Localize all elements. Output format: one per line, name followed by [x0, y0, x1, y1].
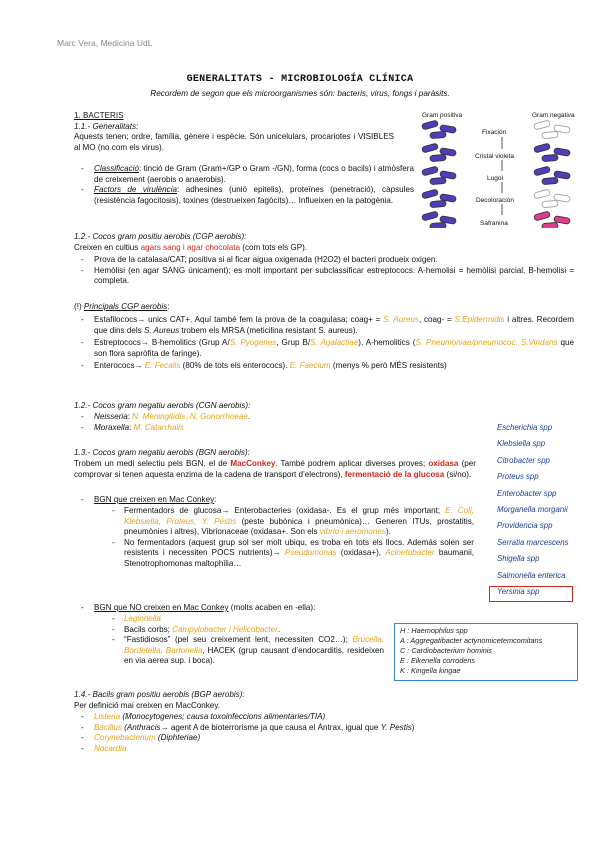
principal-cgp-list: [74, 315, 574, 372]
text-run: :: [129, 422, 134, 432]
list-item-text: : adhesines (unió epitelis), proteïnes (penetració), càpsules (resistència fagocitosis), toxines (destrueixen fagòcits)… Influeixen en la patogènia.: [94, 185, 414, 205]
text-run: Estreptococs→ B-hemolitics (Grup A/: [94, 338, 230, 348]
text-run: :: [127, 412, 133, 421]
gram-positive-label: Gram positiva: [422, 112, 463, 119]
text-run: ).: [385, 527, 391, 537]
gram-negative-bacterium: [533, 211, 550, 221]
term-label: Classificació: [94, 164, 139, 173]
text-run: (!): [74, 302, 84, 311]
list-item: [74, 744, 494, 755]
list-item: Shigella spp: [497, 554, 540, 564]
text-run: Bacillus: [94, 722, 122, 732]
gram-negative-label: Gram negativa: [532, 112, 575, 119]
text-run: baumanii, Stenotrophomonas maltophilia…: [124, 548, 474, 568]
subsection-heading: 1.2.- Cocos gram positiu aerobis (CGP aerobis):: [74, 232, 247, 241]
subsection-heading: 1.1.- Generalitats:: [74, 121, 139, 131]
list-item: K : Kingella kingae: [400, 666, 461, 675]
text-run: Pseudomonas: [284, 548, 337, 558]
list-item: [74, 164, 414, 185]
list-item: Salmonella enterica: [497, 570, 566, 580]
paragraph: [74, 459, 476, 480]
list-item: [74, 412, 474, 423]
term-label: Factors de virulència: [94, 185, 178, 195]
gram-negative-bacterium: [533, 189, 550, 199]
text-run: :: [167, 302, 170, 311]
list-item: [94, 538, 474, 570]
text-run: Neisseria: [94, 412, 128, 421]
gram-step-label: Cristal violeta: [475, 153, 515, 160]
gram-negative-bacterium: [542, 154, 558, 161]
list-item: A : Aggregatibacter actynomicetemcomitans: [400, 636, 543, 645]
text-run: (menys % però MÉS resistents): [330, 361, 447, 371]
list-item: Providencia spp: [497, 521, 553, 531]
list-item: [74, 603, 394, 614]
text-run: BGN que NO creixen en Mac Conkey: [94, 603, 229, 612]
paragraph: [74, 243, 574, 254]
gram-positive-bacterium: [430, 177, 446, 184]
text-run: oxidasa: [428, 459, 459, 468]
gram-negative-bacterium: [542, 177, 558, 184]
text-run: S. Aureus: [143, 325, 180, 335]
gram-negative-bacterium: [533, 166, 550, 176]
list-item-text: : tinció de Gram (Gram+/GP o Gram -/GN), forma (cocs o bacils) i atmòsfera de creixement (aerobis o anaerobis).: [94, 164, 414, 184]
gram-positive-bacterium: [421, 120, 438, 130]
text-run: BGN que creixen en Mac Conkey: [94, 495, 215, 504]
list-item: Yersinia spp: [497, 586, 540, 596]
text-run: (Anthracis: [121, 722, 161, 732]
list-item: C : Cardiobacterium hominis: [400, 646, 493, 655]
text-run: Nocardia: [94, 743, 127, 753]
list-item: - Hemòlisi (en agar SANG únicament); es molt important per subclassificar estreptococs. A-hemolisi = hemòlisi parcial, B-hemolisi = completa.: [74, 266, 574, 287]
list-item: [74, 338, 574, 359]
text-run: E. Faecium: [289, 361, 331, 371]
text-run: (molts acaben en -ella):: [228, 603, 316, 612]
text-run: (Diphteriae): [155, 733, 201, 743]
text-run: → agent A de bioterrorisme ja que causa el Àntrax, igual que: [160, 722, 381, 732]
text-run: Bacils corbs;: [124, 624, 173, 634]
list-item: [94, 625, 384, 636]
gram-positive-bacterium: [421, 166, 438, 176]
cgp-test-list: [74, 255, 574, 287]
cgn-list: [74, 412, 474, 433]
gram-stain-figure: [416, 108, 586, 228]
text-run: Acinetobacter: [385, 548, 435, 558]
list-item: [74, 361, 574, 372]
text-run: Campylobacter i Helicobacter: [172, 624, 278, 634]
text-run: .: [247, 412, 251, 421]
list-item: [74, 723, 494, 734]
gram-positive-bacterium: [421, 189, 438, 199]
highlight-box: [489, 586, 573, 602]
list-item: E : Eikenella corrodens: [400, 656, 476, 665]
text-run: vibrio i aeromones: [319, 527, 386, 537]
text-run: N. Meningitidis, N. Gonorrhoeae: [132, 412, 248, 421]
text-run: Listeria: [94, 712, 121, 721]
bgn-nogrow-list: [74, 603, 394, 614]
text-run: Trobem un medi selectiu pels BGN, el de: [74, 459, 231, 468]
list-item: Enterobacter spp: [497, 488, 557, 498]
text-run: E. Coli, Klebsiella, Proteus, Y. Pestis: [124, 506, 474, 526]
gram-stain-illustration: [416, 108, 586, 228]
text-run: (peste bubònica i pneumònica)… Generen ITUs, prostatitis, pneumònies i altres), Vibrionaceae (oxidasa+. Son els: [124, 516, 474, 537]
list-item: - Prova de la catalasa/CAT; positiva si al ficar aigua oxigenada (H2O2) el bacteri produeix oxigen.: [74, 255, 574, 266]
gram-positive-bacterium: [421, 143, 438, 153]
gram-positive-bacterium: [430, 222, 446, 228]
gram-negative-bacterium: [542, 131, 558, 138]
text-run: Creixen en cultius: [74, 243, 141, 252]
text-run: i altres. Recordem que dins dels: [94, 315, 575, 335]
gram-step-label: Safranina: [480, 220, 508, 227]
text-run: Legionella: [124, 614, 161, 623]
text-run: S. Aureus: [383, 315, 419, 324]
text-run: . També podrem aplicar diverses proves;: [275, 459, 429, 468]
section-heading: 1. BACTERIS: [74, 111, 124, 120]
list-item: Klebsiella spp: [497, 439, 546, 449]
text-run: (com tots els GP).: [240, 243, 308, 252]
text-run: ): [411, 722, 415, 732]
text-run: M. Catarrhalis: [133, 422, 184, 432]
text-run: Moraxella: [94, 422, 130, 432]
gram-negative-bacterium: [542, 200, 558, 207]
text-run: S. Pneumoniae/pneumococ, S.Viridans: [415, 338, 558, 348]
text-run: Corynebacterium: [94, 733, 156, 743]
page-header-author: Marc Vera, Medicina UdL: [57, 38, 153, 48]
classification-list: [74, 164, 414, 206]
list-item: Morganella morganii: [497, 504, 568, 514]
hacek-box: [394, 623, 578, 681]
text-run: (80% de tots els enterococs).: [180, 361, 290, 371]
list-item: [74, 315, 574, 336]
subsection-heading: 1.3.- Cocos gram negatiu aerobis (BGN aerobis):: [74, 448, 250, 457]
text-run: :: [214, 495, 217, 504]
gram-negative-bacterium: [542, 222, 558, 228]
text-run: , HACEK (grup causant d’endocarditis, resideixen en via aerea sup. i boca).: [124, 645, 385, 666]
list-item: [94, 506, 474, 538]
text-run: Estafilococs→ unics CAT+. Aquí també fem la prova de la coagulasa; coag+ =: [94, 315, 384, 324]
text-run: Enterococs→: [94, 361, 145, 371]
enterobacteria-list: [497, 423, 569, 603]
text-run: (si/no).: [444, 469, 472, 479]
text-run: S.Epidermidis: [454, 315, 505, 324]
list-item: [74, 733, 494, 744]
text-run: , Grup B/: [276, 338, 311, 348]
list-item: [74, 495, 474, 506]
gram-step-label: Fixación: [482, 129, 507, 136]
bgp-list: [74, 712, 494, 754]
subsection-heading: 1.2.- Cocos gram negatiu aerobis (CGN aerobis):: [74, 401, 251, 410]
list-item: Serratia marcescens: [497, 537, 569, 547]
paragraph: Aquests tenen; ordre, família, gènere i espècie. Són unicelulars, procariotes i VISIBLES al MO (no com els virus).: [74, 132, 394, 152]
list-item: H : Haemophilus spp: [400, 626, 468, 635]
gram-step-label: Lugol: [487, 175, 503, 182]
gram-positive-bacterium: [430, 200, 446, 207]
bgn-nogrow-sublist: [94, 614, 384, 667]
section-1-block: [74, 111, 394, 153]
text-run: trobem els MRSA (meticilina resistant S. aureus).: [179, 325, 358, 335]
text-run: agars sang i agar chocolata: [140, 243, 241, 252]
text-run: (Monocytogenes; causa toxoinfeccions alimentaries/TIA): [120, 712, 326, 721]
list-item: [74, 712, 494, 723]
text-run: fermentació de la glucosa: [344, 469, 445, 479]
gram-positive-bacterium: [430, 131, 446, 138]
bgn-fermenter-list: [94, 506, 474, 570]
text-run: (oxidasa+),: [336, 548, 386, 558]
text-run: .: [277, 624, 281, 634]
text-run: MacConkey: [230, 459, 276, 468]
text-run: S. Agalactiae: [310, 338, 359, 348]
list-item: Proteus spp: [497, 472, 539, 482]
gram-positive-bacterium: [421, 211, 438, 221]
text-run: (per comprovar si tenen aquesta enzima de la cadena de transport d’electrons),: [74, 459, 476, 479]
list-item: Citrobacter spp: [497, 455, 550, 465]
gram-positive-bacterium: [430, 154, 446, 161]
text-run: Principals CGP aerobis: [83, 302, 168, 311]
subsection-heading: 1.4.- Bacils gram positiu aerobis (BGP aerobis):: [74, 690, 245, 699]
list-item: [94, 635, 384, 667]
gram-negative-bacterium: [533, 143, 550, 153]
text-run: ), A-hemolitics (: [358, 338, 416, 348]
text-run: , coag- =: [418, 315, 455, 324]
text-run: Fermentadors de glucosa→ Enterobacteries (oxidasa-. Es el grup més important;: [124, 506, 446, 515]
gram-negative-bacterium: [533, 120, 550, 130]
list-item: [94, 614, 384, 625]
text-run: Brucella, Bordetella, Bartonella: [124, 635, 384, 655]
text-run: S. Pyogenes: [229, 338, 277, 348]
text-run: “Fastidiosos” (pel seu creixement lent, necessiten CO2…);: [124, 635, 353, 645]
text-run: Y. Pestis: [380, 722, 412, 732]
list-item: [74, 423, 474, 434]
paragraph: Per definició mai creixen en MacConkey.: [74, 701, 221, 710]
list-item: [74, 185, 414, 206]
text-run: que son flora sapròfita de faringe).: [94, 338, 574, 358]
gram-step-label: Decoloración: [476, 197, 514, 204]
page-subtitle: Recordem de segon que els microorganismes són: bacteris, virus, fongs i paràsits.: [150, 89, 450, 98]
page-title: GENERALITATS - MICROBIOLOGÍA CLÍNICA: [186, 74, 414, 85]
text-run: No fermentadors (aquest grup sol ser molt ubiqu, es troba en tots els llocs. Además solen ser resistents i necessiten POCS nutrients)→: [124, 537, 474, 558]
list-item: Escherichia spp: [497, 423, 553, 432]
principal-heading: [74, 302, 170, 313]
bgn-grow-list: [74, 495, 474, 506]
text-run: E. Fecalis: [144, 361, 181, 371]
